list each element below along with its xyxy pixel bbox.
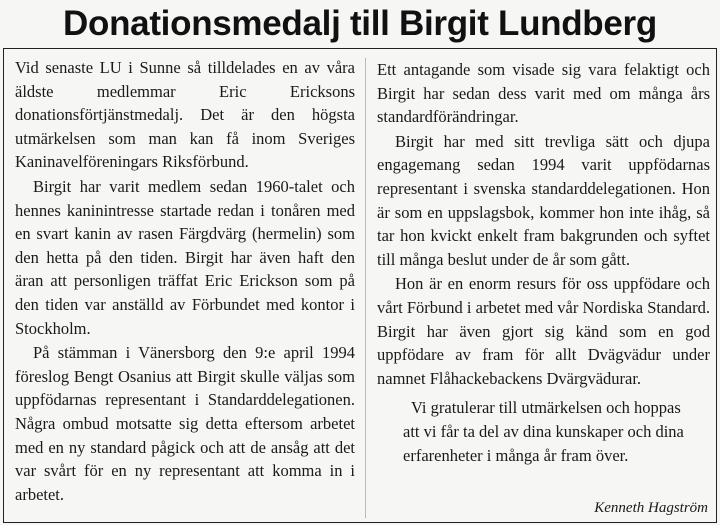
right-column [377,58,710,467]
author-byline: Kenneth Hagström [594,500,708,516]
article-headline: Donationsmedalj till Birgit Lundberg [63,4,657,43]
closing-line-3: erfarenheter i många år fram över. [403,445,629,465]
left-column [15,56,355,506]
column-divider [365,58,366,518]
closing-paragraph [403,396,710,467]
paragraph-5: Birgit har med sitt trevliga sätt och djupa engagemang sedan 1994 varit uppfödarnas representant i svenska standarddelegationen. Hon är som en uppslagsbok, kommer hon inte ihåg, så tar hon kvickt enkelt fram bakgrunden och syftet till många beslut under de år som gått. [377,131,710,269]
paragraph-4: Ett antagande som visade sig vara felaktigt och Birgit har sedan dess varit med om många års standardförändringar. [377,60,710,127]
paragraph-2: Birgit har varit medlem sedan 1960-talet och hennes kaninintresse startade redan i tonåren med en svart kanin av rasen Färgdvärg (hermelin) som den hetta på den tiden. Birgit har även haft den äran att personligen träffat Eric Erickson som på den tiden var anställd av Förbundet med kontor i Stockholm. [15,176,355,338]
paragraph-1: Vid senaste LU i Sunne så tilldelades en av våra äldste medlemmar Eric Ericksons donationsförtjänstmedalj. Det är den högsta utmärkelsen som man kan få inom Sveriges Kaninavelföreningars Riksförbund. [15,58,355,172]
paragraph-3: På stämman i Vänersborg den 9:e april 1994 föreslog Bengt Osanius att Birgit skulle väljas som uppfödarnas representant i Standarddelegationen. Några ombud motsatte sig detta eftersom arbetet med en ny standard pågick och att de ansåg att det var svårt för en ny representant att komma in i arbetet. [15,343,355,504]
paragraph-6: Hon är en enorm resurs för oss uppfödare och vårt Förbund i arbetet med vår Nordiska Standard. Birgit har även gjort sig känd som en god uppfödare av fram för allt Dvägvädur under namnet Flåhackebackens Dvärgvädurar. [377,274,710,388]
closing-line-1: Vi gratulerar till utmärkelsen och hoppas [411,398,681,418]
closing-line-2: att vi får ta del av dina kunskaper och dina [403,421,684,441]
